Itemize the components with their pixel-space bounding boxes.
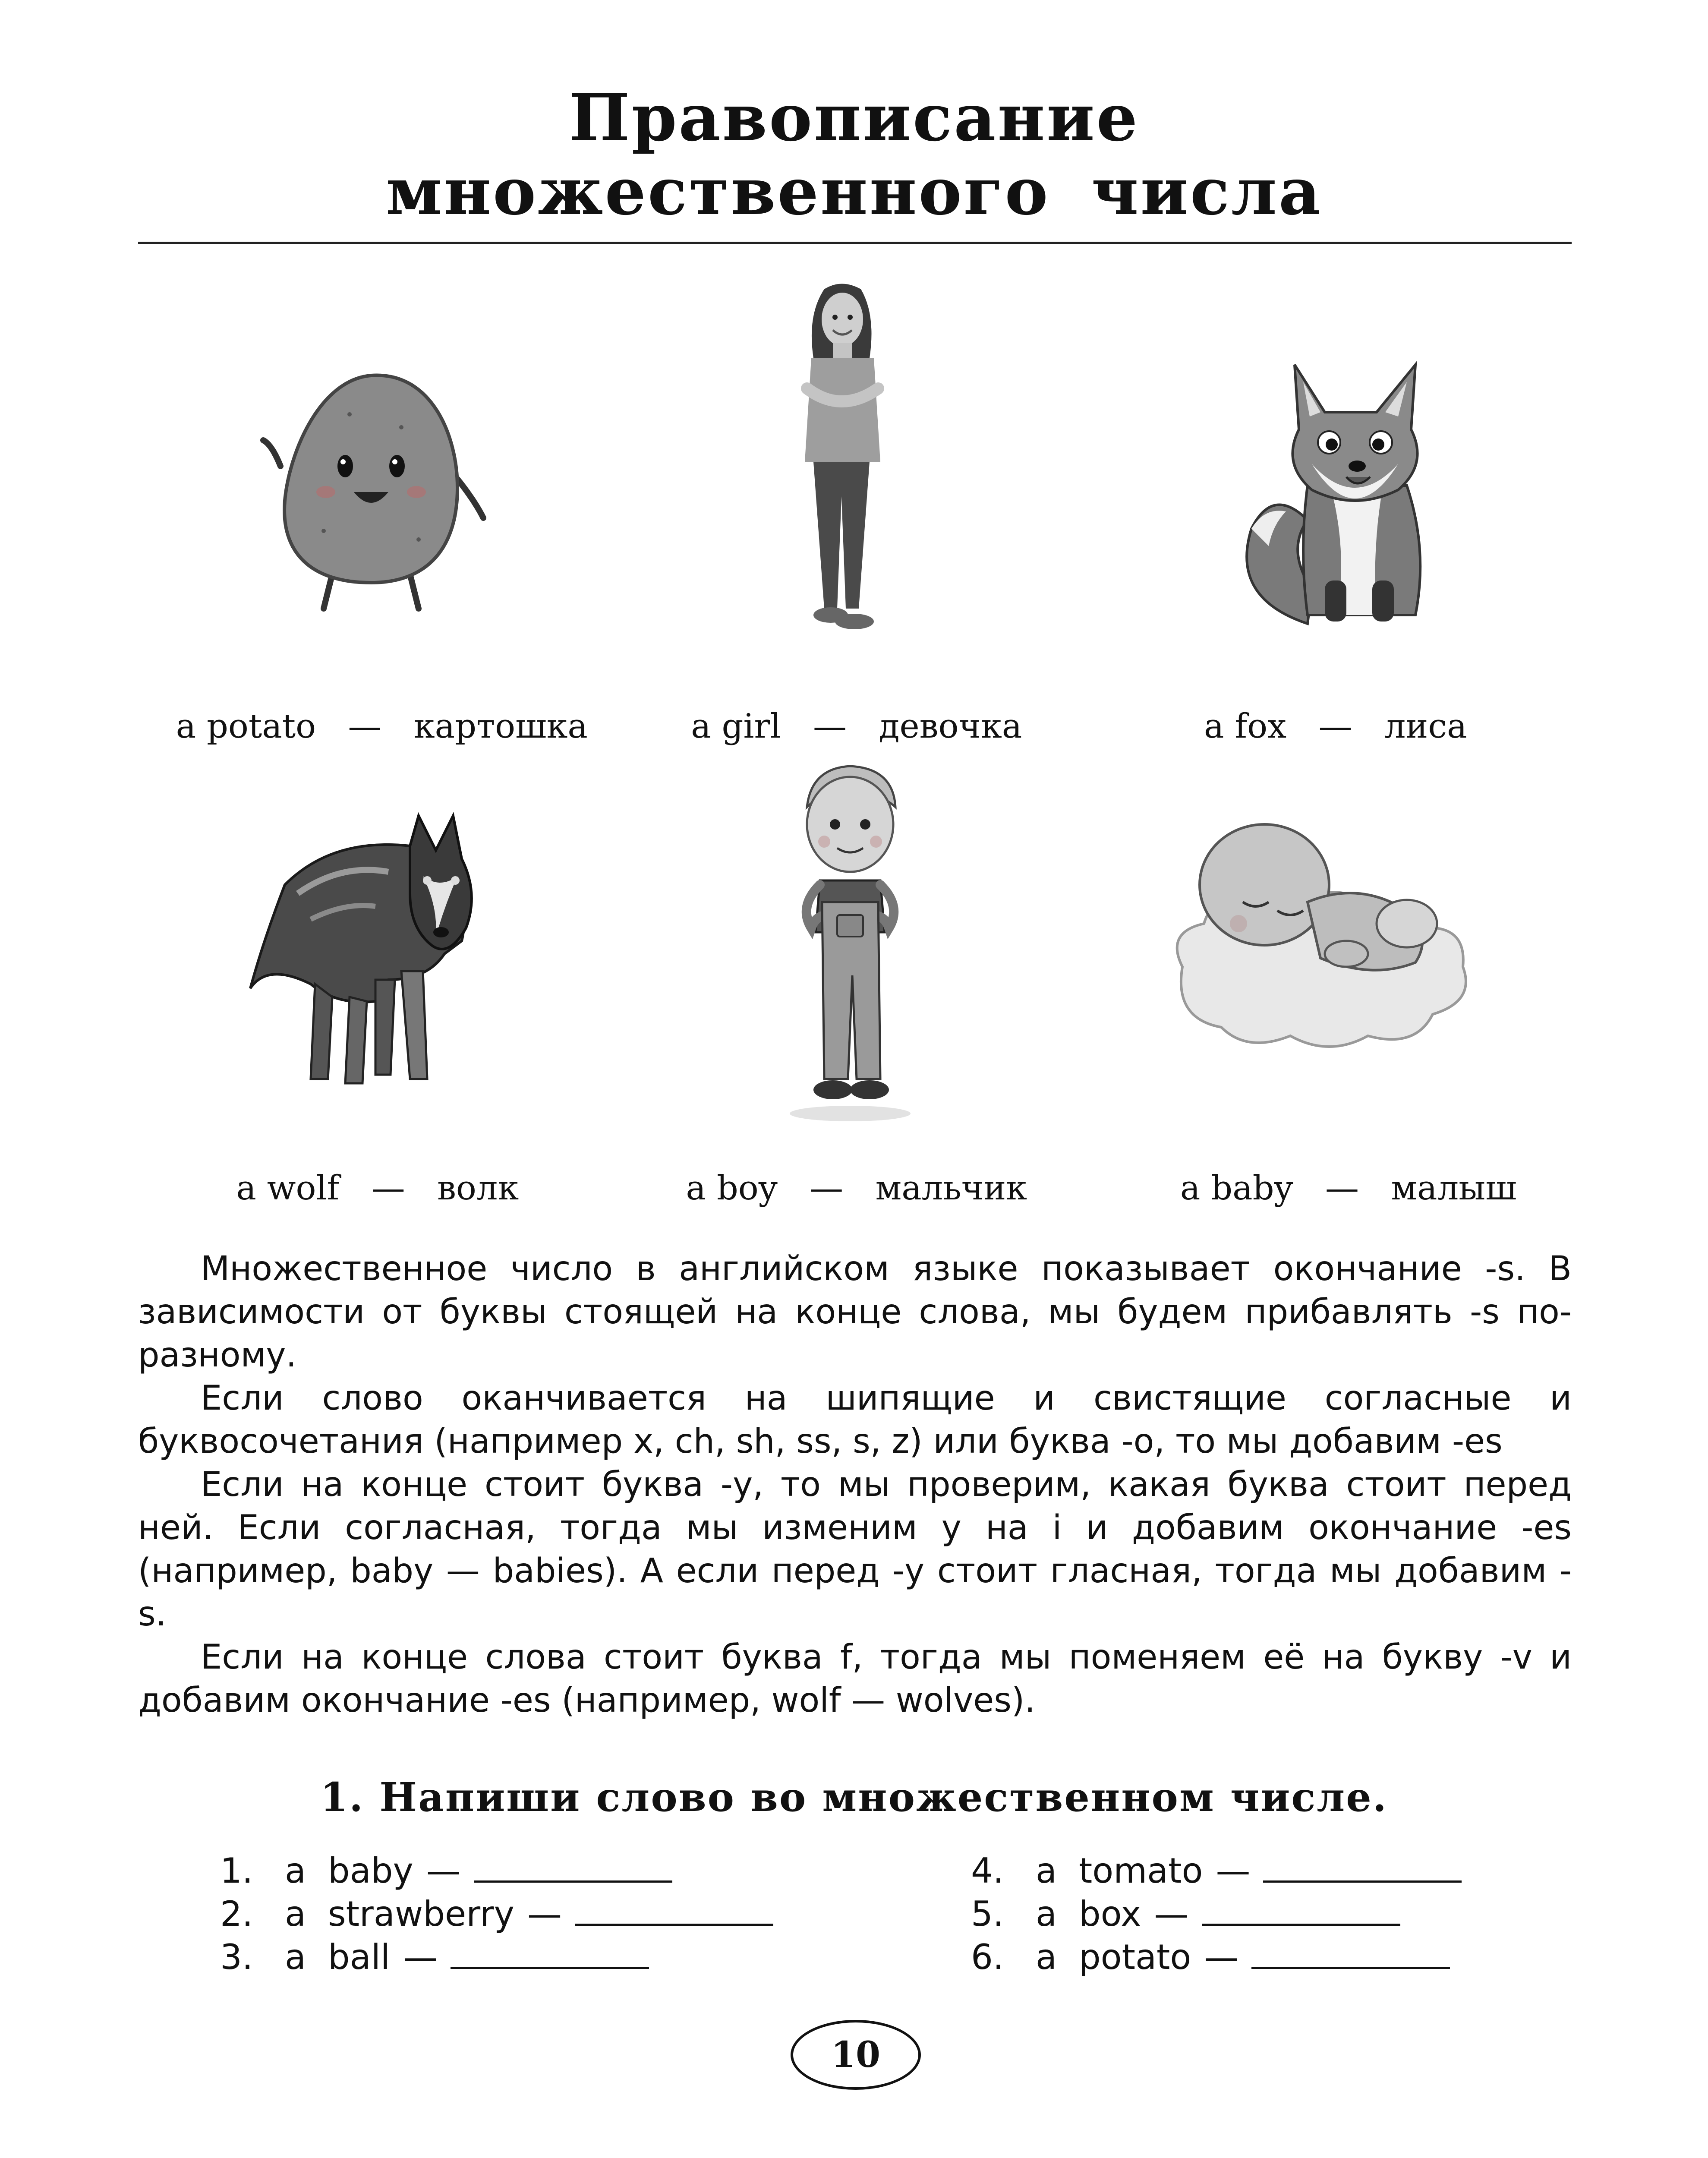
caption-ru: девочка bbox=[879, 707, 1022, 746]
caption-en: a wolf bbox=[236, 1169, 340, 1208]
item-word: a strawberry bbox=[285, 1894, 514, 1934]
exercise-item bbox=[220, 1893, 773, 1936]
answer-blank[interactable] bbox=[1251, 1937, 1450, 1969]
caption-dash: — bbox=[810, 1169, 844, 1208]
item-dash: — bbox=[403, 1937, 438, 1977]
rule-paragraph: Множественное число в английском языке показывает окончание -s. В зависимости от буквы стоящей на конце слова, мы будем прибавлять -s по-разному. bbox=[138, 1249, 1572, 1375]
item-dash: — bbox=[1154, 1894, 1189, 1934]
girl-illustration bbox=[777, 281, 906, 652]
title-divider bbox=[138, 242, 1572, 244]
caption-en: a baby bbox=[1180, 1169, 1293, 1208]
item-number: 3. bbox=[220, 1937, 253, 1977]
baby-illustration bbox=[1165, 816, 1480, 1053]
caption-fox bbox=[1152, 668, 1497, 746]
caption-dash: — bbox=[371, 1169, 405, 1208]
exercise-item bbox=[971, 1849, 1462, 1893]
caption-potato bbox=[142, 668, 600, 746]
caption-ru: картошка bbox=[413, 707, 588, 746]
item-dash: — bbox=[1216, 1851, 1251, 1891]
caption-ru: мальчик bbox=[875, 1169, 1027, 1208]
answer-blank[interactable] bbox=[451, 1937, 649, 1969]
item-number: 1. bbox=[220, 1851, 253, 1891]
rules-text bbox=[138, 1247, 1572, 1722]
fox-illustration bbox=[1234, 356, 1463, 637]
item-dash: — bbox=[1204, 1937, 1239, 1977]
item-dash: — bbox=[527, 1894, 562, 1934]
rule-paragraph: Если слово оканчивается на шипящие и свистящие согласные и буквосочетания (например x, ch, sh, ss, s, z) или буква -o, то мы добавим -es bbox=[138, 1379, 1572, 1461]
wolf-illustration bbox=[246, 798, 522, 1092]
rule-paragraph: Если на конце стоит буква -y, то мы проверим, какая буква стоит перед ней. Если согласная, тогда мы изменим y на i и добавим окончание -es (например, baby — babies). А если перед -y стоит гласная, тогда мы добавим -s. bbox=[138, 1465, 1572, 1634]
caption-dash: — bbox=[348, 707, 382, 746]
item-number: 4. bbox=[971, 1851, 1004, 1891]
answer-blank[interactable] bbox=[1263, 1850, 1462, 1883]
caption-baby bbox=[1131, 1130, 1545, 1208]
caption-en: a girl bbox=[691, 707, 781, 746]
item-word: a box bbox=[1036, 1894, 1141, 1934]
caption-dash: — bbox=[1318, 707, 1352, 746]
answer-blank[interactable] bbox=[575, 1893, 773, 1926]
item-number: 2. bbox=[220, 1894, 253, 1934]
caption-wolf bbox=[190, 1130, 544, 1208]
page-title bbox=[0, 80, 1708, 230]
exercise-column-right bbox=[971, 1849, 1462, 1979]
rule-paragraph: Если на конце слова стоит буква f, тогда мы поменяем её на букву -v и добавим окончание -es (например, wolf — wolves). bbox=[138, 1638, 1572, 1720]
exercise-item bbox=[220, 1849, 773, 1893]
caption-en: a boy bbox=[686, 1169, 778, 1208]
item-dash: — bbox=[426, 1851, 461, 1891]
caption-en: a potato bbox=[176, 707, 316, 746]
caption-ru: волк bbox=[437, 1169, 519, 1208]
caption-ru: лиса bbox=[1384, 707, 1467, 746]
item-number: 6. bbox=[971, 1937, 1004, 1977]
boy-illustration bbox=[772, 760, 928, 1122]
answer-blank[interactable] bbox=[474, 1850, 672, 1883]
item-word: a potato bbox=[1036, 1937, 1191, 1977]
exercise-item bbox=[220, 1936, 773, 1979]
caption-boy bbox=[647, 1130, 1044, 1208]
answer-blank[interactable] bbox=[1202, 1893, 1400, 1926]
title-line-2: множественного числа bbox=[385, 154, 1323, 230]
page-number: 10 bbox=[791, 2020, 921, 2090]
exercise-column-left bbox=[220, 1849, 773, 1979]
exercise-item bbox=[971, 1936, 1462, 1979]
title-line-1: Правописание bbox=[568, 80, 1140, 156]
exercise-item bbox=[971, 1893, 1462, 1936]
item-number: 5. bbox=[971, 1894, 1004, 1934]
item-word: a ball bbox=[285, 1937, 391, 1977]
exercise-title: 1. Напиши слово во множественном числе. bbox=[320, 1774, 1388, 1820]
caption-ru: малыш bbox=[1391, 1169, 1517, 1208]
caption-dash: — bbox=[813, 707, 847, 746]
potato-illustration bbox=[255, 367, 501, 617]
caption-dash: — bbox=[1325, 1169, 1359, 1208]
caption-en: a fox bbox=[1204, 707, 1287, 746]
item-word: a tomato bbox=[1036, 1851, 1203, 1891]
item-word: a baby bbox=[285, 1851, 413, 1891]
caption-girl bbox=[647, 668, 1044, 746]
